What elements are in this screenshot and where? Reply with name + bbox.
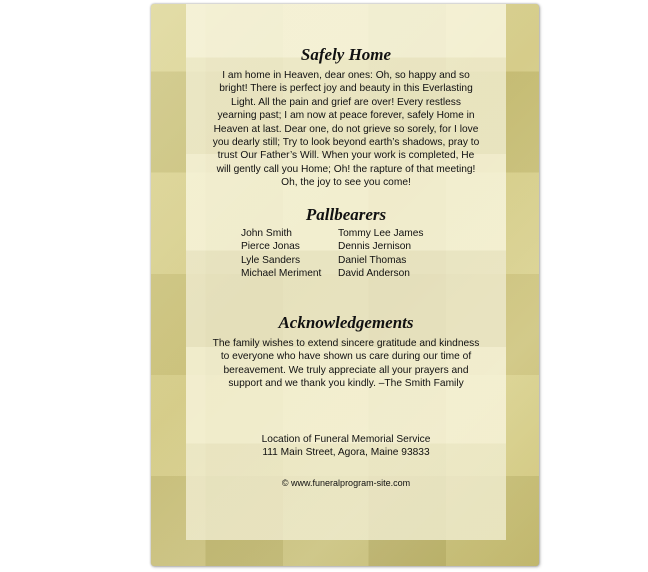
poem-line: I am home in Heaven, dear ones: Oh, so happy and so bbox=[222, 70, 470, 81]
pallbearer-name: Tommy Lee James bbox=[338, 228, 424, 239]
pallbearer-name: Pierce Jonas bbox=[241, 241, 300, 253]
poem-line: Light. All the pain and grief are over! Every restless bbox=[231, 96, 461, 108]
pallbearer-name: David Anderson bbox=[338, 268, 410, 280]
pallbearers-title: Pallbearers bbox=[305, 205, 387, 224]
poem-text bbox=[202, 69, 490, 190]
pallbearer-name: Michael Meriment bbox=[241, 268, 322, 280]
poem-line: trust Our Father’s Will. When your work is completed, He bbox=[217, 150, 475, 162]
poem-line: Oh, the joy to see you come! bbox=[281, 177, 411, 189]
location-label: Location of Funeral Memorial Service bbox=[261, 434, 431, 445]
pallbearer-name: Lyle Sanders bbox=[241, 254, 301, 266]
service-location bbox=[186, 433, 506, 460]
poem-line: yearning past; I am now at peace forever, safely Home in bbox=[217, 110, 475, 122]
location-address: 111 Main Street, Agora, Maine 93833 bbox=[262, 447, 430, 459]
poem-line: will gently call you Home; Oh! the rapture of that meeting! bbox=[216, 163, 476, 175]
acknowledgements-line: to everyone who have shown us care during our time of bbox=[220, 351, 472, 363]
acknowledgements-line: The family wishes to extend sincere gratitude and kindness bbox=[212, 338, 480, 349]
pallbearers-right-column bbox=[338, 227, 424, 281]
acknowledgements-text bbox=[202, 337, 490, 391]
acknowledgements-title: Acknowledgements bbox=[278, 313, 414, 332]
pallbearers-left-column bbox=[241, 227, 321, 281]
poem-title: Safely Home bbox=[300, 45, 392, 64]
copyright-footer: © www.funeralprogram-site.com bbox=[281, 478, 411, 488]
poem-line: Heaven at last. Dear one, do not grieve so sorely, for I love bbox=[213, 123, 479, 135]
poem-line: you dearly still; Try to look beyond earth’s shadows, pray to bbox=[212, 137, 480, 149]
pallbearer-name: John Smith bbox=[241, 228, 292, 239]
pallbearer-name: Daniel Thomas bbox=[338, 254, 407, 266]
acknowledgements-line: support and we thank you kindly. –The Smith Family bbox=[228, 378, 464, 390]
poem-line: bright! There is perfect joy and beauty in this Everlasting bbox=[219, 83, 473, 95]
acknowledgements-line: bereavement. We truly appreciate all your prayers and bbox=[223, 364, 469, 376]
pallbearer-name: Dennis Jernison bbox=[338, 241, 412, 253]
